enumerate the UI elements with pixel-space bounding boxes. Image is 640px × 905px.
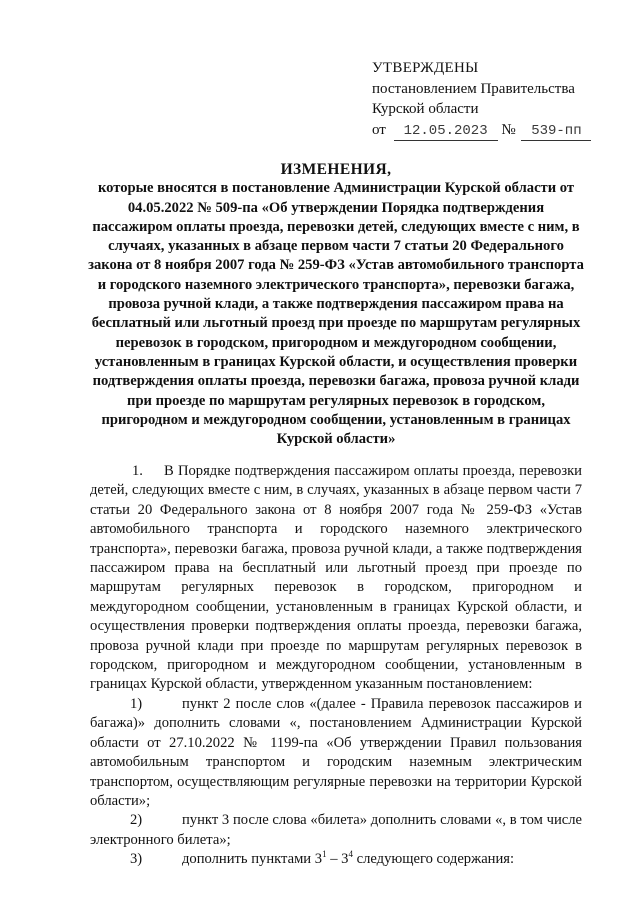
approval-title: УТВЕРЖДЕНЫ: [372, 60, 479, 76]
list-item-label: 2): [130, 812, 143, 829]
list-item-text-before: дополнить пунктами 3: [182, 851, 323, 868]
superscript: 1: [322, 849, 327, 860]
list-item-text: пункт 2 после слов «(далее - Правила перевозок пассажиров и багажа)» дополнить словами «, постановлением Администрации Курской области от 27.10.2022 № 1199-па «Об утверждении Правил пользования автомобильным транспортом и городским наземным электрическим транспортом, осуществляющим регулярные перевозки на территории Курской области»;: [90, 695, 582, 809]
document-subtitle: которые вносятся в постановление Администрации Курской области от 04.05.2022 № 509-па «Об утверждении Порядка подтверждения пассажиром оплаты проезда, перевозки детей, следующих вместе с ним, в случаях, указанных в абзаце первом части 7 статьи 20 Федерального закона от 8 ноября 2007 года № 259-ФЗ «Устав автомобильного транспорта и городского наземного электрического транспорта», перевозки багажа, провоза ручной клади, а также подтверждения пассажиром права на бесплатный или льготный проезд при проезде по маршрутам регулярных перевозок в городском, пригородном и междугородном сообщении, установленным в границах Курской области, и осуществления проверки подтверждения оплаты проезда, перевозки багажа, провоза ручной клади при проезде по маршрутам регулярных перевозок в городском, пригородном и междугородном сообщении, установленным в границах Курской области»: [88, 180, 584, 448]
superscript: 4: [348, 849, 353, 860]
approval-stamp: [372, 58, 612, 141]
number-label: №: [501, 121, 516, 138]
list-item-dash: – 3: [326, 851, 349, 868]
list-item: [90, 695, 582, 811]
list-item-label: 3): [130, 851, 143, 868]
approval-line-1: постановлением Правительства: [372, 80, 575, 97]
list-item-text-after: следующего содержания:: [352, 851, 515, 868]
document-body: [90, 462, 582, 870]
approval-date: 12.05.2023: [394, 123, 498, 141]
list-item: [90, 850, 582, 869]
approval-line-2: Курской области: [372, 101, 479, 117]
list-item-label: 1): [130, 695, 143, 712]
document-title: ИЗМЕНЕНИЯ,: [280, 161, 392, 178]
from-label: от: [372, 121, 386, 138]
paragraph-1: 1. В Порядке подтверждения пассажиром оплаты проезда, перевозки детей, следующих вместе с ним, в случаях, указанных в абзаце первом части 7 статьи 20 Федерального закона от 8 ноября 2007 года № 259-ФЗ «Устав автомобильного транспорта и городского наземного электрического транспорта», перевозки багажа, провоза ручной клади, а также подтверждения пассажиром права на бесплатный или льготный проезд при проезде по маршрутам регулярных перевозок в городском, пригородном и междугородном сообщении, установленным в границах Курской области, и осуществления проверки подтверждения оплаты проезда, перевозки багажа, провоза ручной клади при проезде по маршрутам регулярных перевозок в городском, пригородном и междугородном сообщении, установленным в границах Курской области, утвержденном указанным постановлением:: [90, 463, 582, 693]
approval-number: 539-пп: [521, 123, 591, 141]
approval-date-line: [372, 120, 612, 141]
list-item-text: [182, 851, 514, 867]
list-item-text: пункт 3 после слова «билета» дополнить словами «, в том числе электронного билета»;: [90, 812, 582, 848]
list-item: [90, 811, 582, 850]
document-heading: [88, 160, 584, 449]
